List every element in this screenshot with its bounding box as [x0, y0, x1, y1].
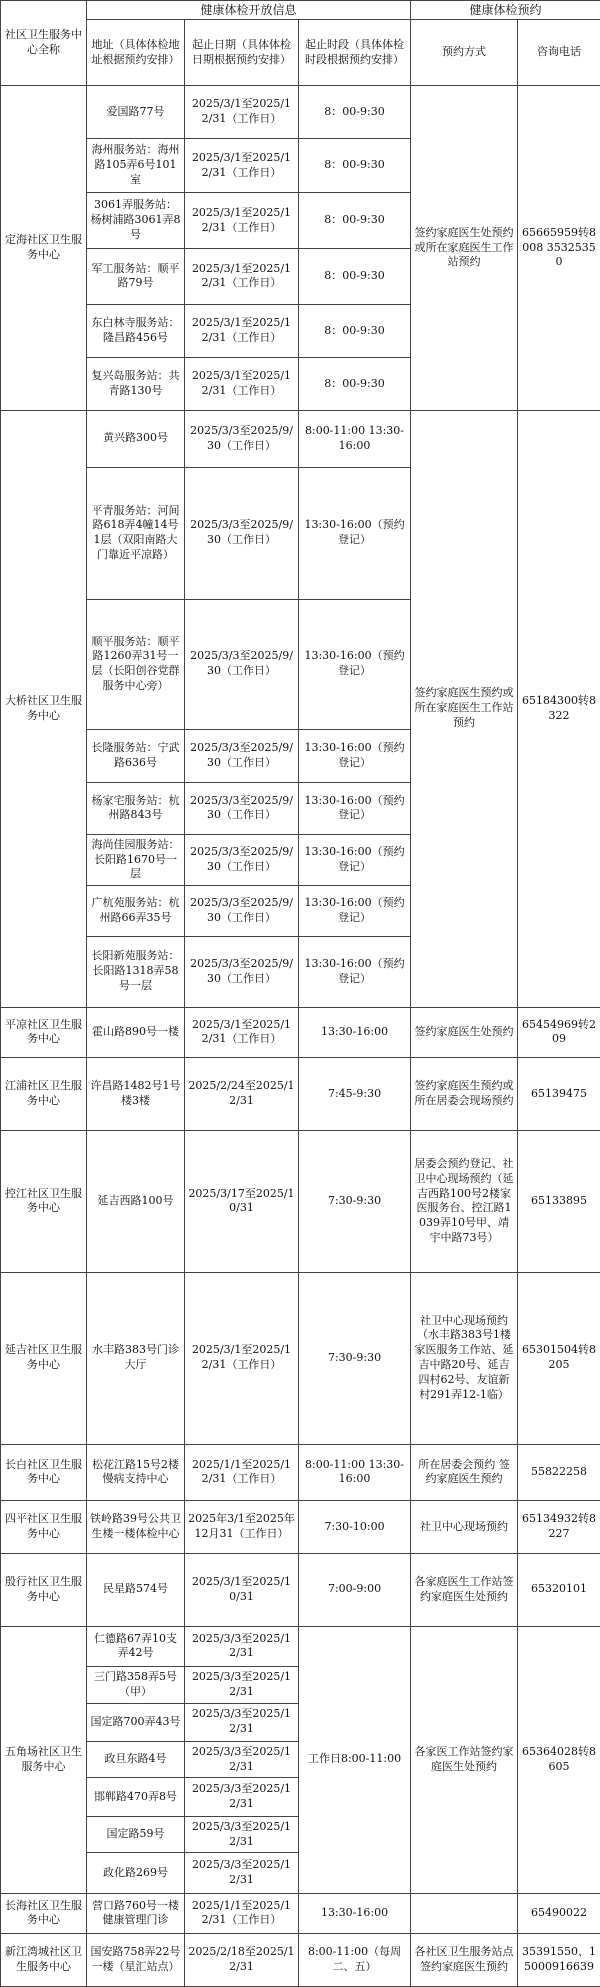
- site-address: 延吉西路100号: [87, 1131, 185, 1273]
- centre-name: 定海社区卫生服务中心: [1, 86, 87, 411]
- site-time: 13:30-16:00（预约登记）: [299, 783, 411, 835]
- table-row: [1, 1272, 600, 1444]
- site-address: 政旦东路4号: [87, 1742, 185, 1778]
- site-address: 平青服务站：河间路618弄4幢14号1层（双阳南路大门靠近平凉路）: [87, 467, 185, 600]
- site-time: 8:00-11:00（每周二、五）: [299, 1934, 411, 1987]
- booking-method: 签约家庭医生预约或所在居委会现场预约: [411, 1058, 518, 1131]
- site-date: 2025/3/3至2025/9/30（工作日）: [185, 410, 299, 467]
- contact-phone: 65301504转8205: [518, 1272, 600, 1444]
- table-row: [1, 1007, 600, 1058]
- site-address: 3061弄服务站：杨树浦路3061弄8号: [87, 193, 185, 249]
- centre-name: 殷行社区卫生服务中心: [1, 1553, 87, 1626]
- site-address: 国定路700弄43号: [87, 1703, 185, 1741]
- site-date: 2025/3/3至2025/12/31: [185, 1703, 299, 1741]
- contact-phone: 65665959转8008 35325350: [518, 86, 600, 411]
- site-date: 2025/3/1至2025/12/31（工作日）: [185, 249, 299, 305]
- site-date: 2025/3/3至2025/9/30（工作日）: [185, 936, 299, 1007]
- booking-method: [411, 1893, 518, 1933]
- site-date: 2025/3/3至2025/12/31: [185, 1667, 299, 1703]
- table-row: [1, 1893, 600, 1933]
- site-time: 8:00-11:00 13:30-16:00: [299, 1444, 411, 1501]
- table-body: [1, 86, 600, 1987]
- site-date: 2025/3/3至2025/12/31: [185, 1816, 299, 1852]
- booking-method: 所在居委会预约 签约家庭医生预约: [411, 1444, 518, 1501]
- site-address: 黄兴路300号: [87, 410, 185, 467]
- contact-phone: 35391550、15000916639: [518, 1934, 600, 1987]
- centre-name: 长海社区卫生服务中心: [1, 1893, 87, 1933]
- site-time: 工作日8:00-11:00: [299, 1626, 411, 1893]
- site-address: 爱国路77号: [87, 86, 185, 139]
- site-time: 13:30-16:00（预约登记）: [299, 467, 411, 600]
- booking-method: 各社区卫生服务站点签约家庭医生预约: [411, 1934, 518, 1987]
- site-time: 8：00-9:30: [299, 138, 411, 193]
- site-date: 2025/3/3至2025/9/30（工作日）: [185, 600, 299, 729]
- site-date: 2025/2/18至2025/12/31: [185, 1934, 299, 1987]
- site-date: 2025/3/3至2025/9/30（工作日）: [185, 729, 299, 783]
- site-date: 2025/3/3至2025/12/31: [185, 1742, 299, 1778]
- centre-name: 大桥社区卫生服务中心: [1, 410, 87, 1007]
- header-centre: 社区卫生服务中心全称: [1, 1, 87, 86]
- site-date: 2025/3/3至2025/12/31: [185, 1626, 299, 1666]
- table-row: [1, 1934, 600, 1987]
- site-address: 国安路758弄22号一楼（星汇站点）: [87, 1934, 185, 1987]
- contact-phone: 65490022: [518, 1893, 600, 1933]
- site-address: 铁岭路39号公共卫生楼一楼体检中心: [87, 1501, 185, 1554]
- centre-name: 控江社区卫生服务中心: [1, 1131, 87, 1273]
- site-time: 8：00-9:30: [299, 249, 411, 305]
- centre-name: 延吉社区卫生服务中心: [1, 1272, 87, 1444]
- site-time: 7:45-9:30: [299, 1058, 411, 1131]
- centre-name: 长白社区卫生服务中心: [1, 1444, 87, 1501]
- site-address: 军工服务站：顺平路79号: [87, 249, 185, 305]
- site-address: 长隆服务站：宁武路636号: [87, 729, 185, 783]
- site-time: 13:30-16:00（预约登记）: [299, 729, 411, 783]
- site-time: 13:30-16:00: [299, 1007, 411, 1058]
- header-booking-group: 健康体检预约: [411, 1, 600, 20]
- site-date: 2025/3/17至2025/10/31: [185, 1131, 299, 1273]
- site-address: 政化路269号: [87, 1853, 185, 1893]
- site-time: 7:30-9:30: [299, 1272, 411, 1444]
- site-date: 2025/3/1至2025/12/31（工作日）: [185, 86, 299, 139]
- site-address: 广杭苑服务站：杭州路66弄35号: [87, 886, 185, 937]
- centre-name: 新江湾城社区卫生服务中心: [1, 1934, 87, 1987]
- site-address: 仁德路67弄10支弄42号: [87, 1626, 185, 1666]
- site-date: 2025/3/1至2025/10/31: [185, 1553, 299, 1626]
- site-address: 国定路59号: [87, 1816, 185, 1852]
- site-date: 2025/2/24至2025/12/31: [185, 1058, 299, 1131]
- site-time: 13:30-16:00（预约登记）: [299, 886, 411, 937]
- booking-method: 签约家庭医生处预约或所在家庭医生工作站预约: [411, 86, 518, 411]
- site-date: 2025/3/1至2025/12/31（工作日）: [185, 193, 299, 249]
- site-address: 东白林寺服务站：隆昌路456号: [87, 304, 185, 358]
- centre-name: 平凉社区卫生服务中心: [1, 1007, 87, 1058]
- booking-method: 社卫中心现场预约（水丰路383号1楼家医服务工作站、延吉中路20号、延吉四村62号、友谊新村291弄12-1临）: [411, 1272, 518, 1444]
- header-address: 地址（具体体检地址根据预约安排）: [87, 20, 185, 86]
- site-date: 2025/3/3至2025/12/31: [185, 1778, 299, 1816]
- booking-method: 各家庭医生工作站签约家庭医生处预约: [411, 1553, 518, 1626]
- booking-method: 签约家庭医生预约或所在家庭医生工作站预约: [411, 410, 518, 1007]
- centre-name: 江浦社区卫生服务中心: [1, 1058, 87, 1131]
- booking-method: 居委会预约登记、社卫中心现场预约（延吉西路100号2楼家医服务台、控江路1039弄10号甲、靖宇中路73号）: [411, 1131, 518, 1273]
- site-time: 7:30-10:00: [299, 1501, 411, 1554]
- contact-phone: 65139475: [518, 1058, 600, 1131]
- table-row: [1, 1131, 600, 1273]
- site-date: 2025/3/1至2025/12/31（工作日）: [185, 358, 299, 411]
- site-date: 2025/3/3至2025/9/30（工作日）: [185, 783, 299, 835]
- contact-phone: 65134932转8227: [518, 1501, 600, 1554]
- site-address: 海州服务站：海州路105弄6号101室: [87, 138, 185, 193]
- site-date: 2025/3/3至2025/9/30（工作日）: [185, 886, 299, 937]
- site-date: 2025/1/1至2025/12/31（工作日）: [185, 1893, 299, 1933]
- table-row: [1, 86, 600, 139]
- table-row: [1, 1501, 600, 1554]
- table-row: [1, 1553, 600, 1626]
- contact-phone: 65133895: [518, 1131, 600, 1273]
- site-time: 8：00-9:30: [299, 358, 411, 411]
- header-date: 起止日期（具体体检日期根据预约安排）: [185, 20, 299, 86]
- booking-method: 签约家庭医生处预约: [411, 1007, 518, 1058]
- header-open-info-group: 健康体检开放信息: [87, 1, 411, 20]
- site-address: 水丰路383号门诊大厅: [87, 1272, 185, 1444]
- contact-phone: 65184300转8322: [518, 410, 600, 1007]
- header-method: 预约方式: [411, 20, 518, 86]
- site-date: 2025/3/3至2025/12/31: [185, 1853, 299, 1893]
- site-date: 2025/3/1至2025/12/31（工作日）: [185, 1272, 299, 1444]
- site-time: 13:30-16:00（预约登记）: [299, 936, 411, 1007]
- site-date: 2025年3/1至2025年12月31（工作日）: [185, 1501, 299, 1554]
- site-address: 民星路574号: [87, 1553, 185, 1626]
- centre-name: 四平社区卫生服务中心: [1, 1501, 87, 1554]
- centre-name: 五角场社区卫生服务中心: [1, 1626, 87, 1893]
- site-address: 杨家宅服务站：杭州路843号: [87, 783, 185, 835]
- contact-phone: 65364028转8605: [518, 1626, 600, 1893]
- header-time: 起止时段（具体体检时段根据预约安排）: [299, 20, 411, 86]
- booking-method: 社卫中心现场预约: [411, 1501, 518, 1554]
- site-date: 2025/3/3至2025/9/30（工作日）: [185, 467, 299, 600]
- contact-phone: 65454969转209: [518, 1007, 600, 1058]
- site-address: 三门路358弄5号（甲）: [87, 1667, 185, 1703]
- header-phone: 咨询电话: [518, 20, 600, 86]
- site-address: 霍山路890号一楼: [87, 1007, 185, 1058]
- site-time: 13:30-16:00（预约登记）: [299, 834, 411, 886]
- site-address: 长阳新苑服务站：长阳路1318弄58号一层: [87, 936, 185, 1007]
- site-time: 7:00-9:00: [299, 1553, 411, 1626]
- table-row: [1, 410, 600, 467]
- contact-phone: 65320101: [518, 1553, 600, 1626]
- site-time: 13:30-16:00（预约登记）: [299, 600, 411, 729]
- site-address: 松花江路15号2楼慢病支持中心: [87, 1444, 185, 1501]
- site-date: 2025/3/1至2025/12/31（工作日）: [185, 304, 299, 358]
- site-address: 海尚佳园服务站：长阳路1670号一层: [87, 834, 185, 886]
- table-row: [1, 1626, 600, 1666]
- site-time: 8：00-9:30: [299, 304, 411, 358]
- table-row: [1, 1058, 600, 1131]
- site-time: 13:30-16:00: [299, 1893, 411, 1933]
- contact-phone: 55822258: [518, 1444, 600, 1501]
- booking-method: 各家医工作站签约家庭医生处预约: [411, 1626, 518, 1893]
- site-time: 8：00-9:30: [299, 86, 411, 139]
- site-time: 8:00-11:00 13:30-16:00: [299, 410, 411, 467]
- table-row: [1, 1444, 600, 1501]
- site-time: 7:30-9:30: [299, 1131, 411, 1273]
- site-date: 2025/1/1至2025/12/31（工作日）: [185, 1444, 299, 1501]
- site-date: 2025/3/1至2025/12/31（工作日）: [185, 1007, 299, 1058]
- site-address: 营口路760号一楼健康管理门诊: [87, 1893, 185, 1933]
- site-address: 许昌路1482号1号楼3楼: [87, 1058, 185, 1131]
- site-date: 2025/3/3至2025/9/30（工作日）: [185, 834, 299, 886]
- site-address: 复兴岛服务站：共青路130号: [87, 358, 185, 411]
- site-address: 顺平服务站：顺平路1260弄31号一层（长阳创谷党群服务中心旁）: [87, 600, 185, 729]
- site-time: 8：00-9:30: [299, 193, 411, 249]
- site-date: 2025/3/1至2025/12/31（工作日）: [185, 138, 299, 193]
- site-address: 邯郸路470弄8号: [87, 1778, 185, 1816]
